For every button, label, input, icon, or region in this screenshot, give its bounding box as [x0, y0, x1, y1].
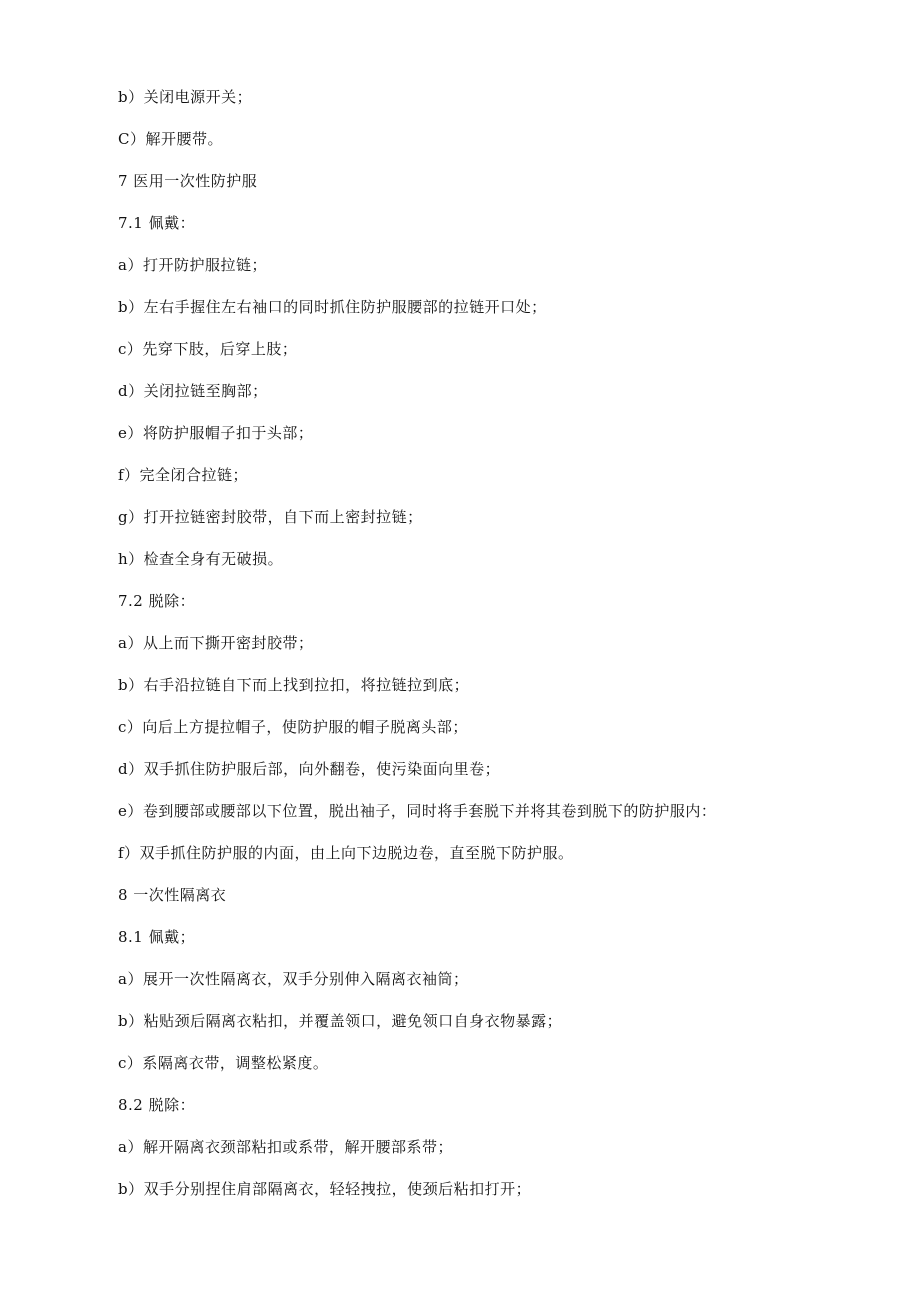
- section-heading: 8 一次性隔离衣: [118, 886, 227, 904]
- section-heading: 7 医用一次性防护服: [118, 172, 258, 190]
- list-item: a）从上而下撕开密封胶带；: [118, 634, 314, 652]
- list-item: a）解开隔离衣颈部粘扣或系带，解开腰部系带；: [118, 1138, 453, 1156]
- list-item: h）检查全身有无破损。: [118, 550, 284, 568]
- subsection-heading: 8.2 脱除：: [118, 1096, 196, 1114]
- list-item: a）打开防护服拉链；: [118, 256, 267, 274]
- list-item: b）右手沿拉链自下而上找到拉扣，将拉链拉到底；: [118, 676, 470, 694]
- list-item: d）双手抓住防护服后部，向外翻卷，使污染面向里卷；: [118, 760, 501, 778]
- list-item: e）卷到腰部或腰部以下位置，脱出袖子，同时将手套脱下并将其卷到脱下的防护服内：: [118, 802, 717, 820]
- list-item: c）系隔离衣带，调整松紧度。: [118, 1054, 329, 1072]
- list-item: f）完全闭合拉链；: [118, 466, 249, 484]
- list-item: b）粘贴颈后隔离衣粘扣，并覆盖领口，避免领口自身衣物暴露；: [118, 1012, 563, 1030]
- subsection-heading: 7.1 佩戴：: [118, 214, 196, 232]
- list-item: a）展开一次性隔离衣，双手分别伸入隔离衣袖筒；: [118, 970, 469, 988]
- list-item: b）双手分别捏住肩部隔离衣，轻轻拽拉，使颈后粘扣打开；: [118, 1180, 532, 1198]
- list-item: g）打开拉链密封胶带，自下而上密封拉链；: [118, 508, 423, 526]
- list-item: e）将防护服帽子扣于头部；: [118, 424, 314, 442]
- list-item: d）关闭拉链至胸部；: [118, 382, 268, 400]
- list-item: f）双手抓住防护服的内面，由上向下边脱边卷，直至脱下防护服。: [118, 844, 574, 862]
- list-item: C）解开腰带。: [118, 130, 223, 148]
- subsection-heading: 7.2 脱除：: [118, 592, 196, 610]
- list-item: b）左右手握住左右袖口的同时抓住防护服腰部的拉链开口处；: [118, 298, 547, 316]
- list-item: c）先穿下肢，后穿上肢；: [118, 340, 298, 358]
- subsection-heading: 8.1 佩戴；: [118, 928, 196, 946]
- list-item: c）向后上方提拉帽子，使防护服的帽子脱离头部；: [118, 718, 468, 736]
- document-body: [118, 87, 818, 1221]
- list-item: b）关闭电源开关；: [118, 88, 253, 106]
